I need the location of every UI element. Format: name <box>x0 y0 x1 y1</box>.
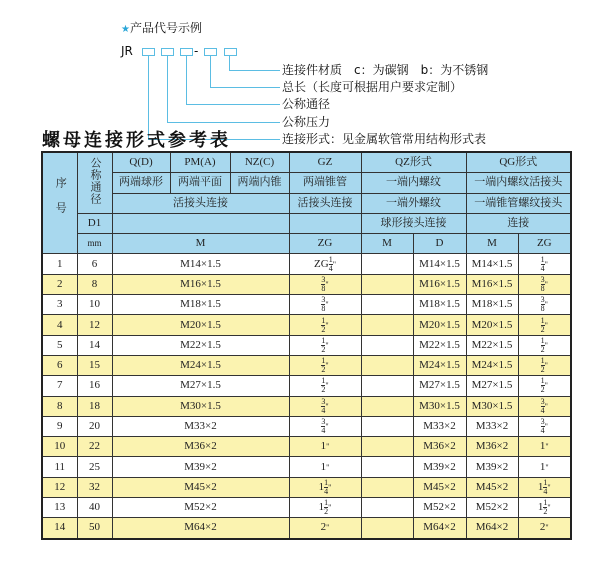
cell-qz-d: M22×1.5 <box>413 335 466 355</box>
cell-qz-d: M64×2 <box>413 518 466 539</box>
cell-seq: 1 <box>42 254 77 274</box>
cell-dn: 20 <box>77 416 112 436</box>
cell-qz-m <box>361 498 413 518</box>
numerator: 1 <box>543 477 548 487</box>
numerator: 3 <box>321 396 326 406</box>
inch-mark: " <box>325 361 329 371</box>
cell-qg-zg <box>518 498 571 518</box>
cell-seq: 9 <box>42 416 77 436</box>
cell-qg-zg <box>518 477 571 497</box>
blank <box>289 213 361 233</box>
table-row <box>42 274 571 294</box>
denominator: 2 <box>540 365 545 375</box>
cell-qz-d: M14×1.5 <box>413 254 466 274</box>
cell-qz-d: M24×1.5 <box>413 355 466 375</box>
cell-qz-m <box>361 416 413 436</box>
cell-m: M39×2 <box>112 457 289 477</box>
zg-whole: 2 <box>539 521 546 534</box>
cell-m: M14×1.5 <box>112 254 289 274</box>
denominator: 4 <box>328 263 333 273</box>
cell-qg-zg <box>518 254 571 274</box>
denominator: 2 <box>321 365 326 375</box>
inch-mark: " <box>545 462 549 472</box>
inch-mark: " <box>547 503 551 513</box>
cell-zg <box>289 518 361 539</box>
inch-mark: " <box>547 482 551 492</box>
header-dn <box>77 152 112 213</box>
denominator: 2 <box>324 507 329 517</box>
table-row <box>42 396 571 416</box>
cell-qz-d: M20×1.5 <box>413 315 466 335</box>
table-row <box>42 477 571 497</box>
cell-qz-d: M39×2 <box>413 457 466 477</box>
zg-whole: 1 <box>537 501 544 514</box>
cell-qz-m <box>361 295 413 315</box>
cell-qg-zg <box>518 295 571 315</box>
denominator: 8 <box>540 304 545 314</box>
cell-qz-d: M27×1.5 <box>413 376 466 396</box>
cell-qz-m <box>361 518 413 539</box>
cell-seq: 6 <box>42 355 77 375</box>
cell-zg <box>289 396 361 416</box>
cell-dn: 8 <box>77 274 112 294</box>
code-dash: - <box>194 44 199 58</box>
inch-mark: " <box>544 401 548 411</box>
denominator: 4 <box>324 486 329 496</box>
cell-seq: 14 <box>42 518 77 539</box>
zg-whole: 1 <box>537 480 544 493</box>
numerator: 1 <box>543 498 548 508</box>
header-seq <box>42 152 77 254</box>
inch-mark: " <box>544 320 548 330</box>
cell-qg-m: M16×1.5 <box>466 274 518 294</box>
cell-dn: 16 <box>77 376 112 396</box>
inch-mark: " <box>326 462 330 472</box>
code-box <box>161 48 174 56</box>
zg-whole: 1 <box>539 460 546 473</box>
cell-qz-m <box>361 437 413 457</box>
zg-whole: 1 <box>539 440 546 453</box>
desc: 连接 <box>466 213 571 233</box>
inch-mark: " <box>328 482 332 492</box>
desc: 一端外螺纹 <box>361 193 466 213</box>
denominator: 2 <box>543 507 548 517</box>
denominator: 4 <box>540 426 545 435</box>
cell-qz-m <box>361 376 413 396</box>
cell-qg-m: M45×2 <box>466 477 518 497</box>
numerator: 1 <box>324 477 329 487</box>
cell-qg-zg <box>518 396 571 416</box>
numerator: 3 <box>321 274 326 284</box>
desc: 活接头连接 <box>289 193 361 213</box>
desc: 两端锥管 <box>289 173 361 193</box>
cell-seq: 10 <box>42 437 77 457</box>
table-row <box>42 355 571 375</box>
cell-m: M27×1.5 <box>112 376 289 396</box>
cell-qg-zg <box>518 335 571 355</box>
inch-mark: " <box>325 401 329 411</box>
cell-dn: 10 <box>77 295 112 315</box>
cell-zg <box>289 437 361 457</box>
numerator: 1 <box>328 254 333 264</box>
inch-mark: " <box>544 340 548 350</box>
inch-mark: " <box>325 320 329 330</box>
cell-qz-d: M45×2 <box>413 477 466 497</box>
cell-qg-m: M36×2 <box>466 437 518 457</box>
table-row <box>42 254 571 274</box>
denominator: 4 <box>321 405 326 415</box>
cell-zg <box>289 416 361 436</box>
cell-qg-zg <box>518 376 571 396</box>
zg-whole: 1 <box>320 460 327 473</box>
numerator: 1 <box>540 254 545 264</box>
code-box <box>224 48 237 56</box>
cell-qg-m: M20×1.5 <box>466 315 518 335</box>
cell-m: M16×1.5 <box>112 274 289 294</box>
type-qg: QG形式 <box>466 152 571 173</box>
cell-dn: 40 <box>77 498 112 518</box>
col-zg: ZG <box>289 234 361 254</box>
cell-dn: 18 <box>77 396 112 416</box>
cell-qg-m: M33×2 <box>466 416 518 436</box>
cell-zg <box>289 457 361 477</box>
cell-zg <box>289 477 361 497</box>
dn-text: 公称通径 <box>89 157 101 206</box>
cell-seq: 2 <box>42 274 77 294</box>
cell-qz-m <box>361 457 413 477</box>
type-qz: QZ形式 <box>361 152 466 173</box>
inch-mark: " <box>332 259 336 269</box>
zg-whole: 1 <box>318 501 325 514</box>
cell-m: M18×1.5 <box>112 295 289 315</box>
header-mm: mm <box>77 234 112 254</box>
cell-m: M22×1.5 <box>112 335 289 355</box>
table-row <box>42 335 571 355</box>
denominator: 2 <box>321 324 326 334</box>
numerator: 1 <box>540 315 545 325</box>
inch-mark: " <box>544 259 548 269</box>
cell-m: M20×1.5 <box>112 315 289 335</box>
col-qz-m: M <box>361 234 413 254</box>
cell-seq: 7 <box>42 376 77 396</box>
denominator: 8 <box>321 283 326 293</box>
cell-zg <box>289 295 361 315</box>
blank <box>112 213 289 233</box>
cell-seq: 13 <box>42 498 77 518</box>
numerator: 1 <box>540 335 545 345</box>
denominator: 8 <box>540 283 545 293</box>
cell-zg <box>289 315 361 335</box>
numerator: 1 <box>321 335 326 345</box>
cell-qg-m: M24×1.5 <box>466 355 518 375</box>
desc: 一端内螺纹活接头 <box>466 173 571 193</box>
zg-whole: 1 <box>318 480 325 493</box>
denominator: 2 <box>540 324 545 334</box>
cell-dn: 32 <box>77 477 112 497</box>
nut-connection-table <box>41 151 572 540</box>
table-row <box>42 457 571 477</box>
inch-mark: " <box>325 381 329 391</box>
denominator: 4 <box>540 405 545 415</box>
zg-whole: 2 <box>320 521 327 534</box>
col-qz-d: D <box>413 234 466 254</box>
cell-dn: 50 <box>77 518 112 539</box>
inch-mark: " <box>544 300 548 310</box>
cell-zg <box>289 498 361 518</box>
cell-seq: 3 <box>42 295 77 315</box>
label-pressure: 公称压力 <box>282 115 331 129</box>
cell-qg-m: M27×1.5 <box>466 376 518 396</box>
cell-dn: 22 <box>77 437 112 457</box>
cell-qg-m: M39×2 <box>466 457 518 477</box>
numerator: 3 <box>540 274 545 284</box>
numerator: 1 <box>321 376 326 386</box>
cell-dn: 6 <box>77 254 112 274</box>
cell-qg-zg <box>518 518 571 539</box>
type-qd: Q(D) <box>112 152 170 173</box>
type-gz: GZ <box>289 152 361 173</box>
inch-mark: " <box>544 279 548 289</box>
code-box <box>180 48 193 56</box>
cell-qg-m: M52×2 <box>466 498 518 518</box>
inch-mark: " <box>544 422 548 432</box>
cell-zg <box>289 254 361 274</box>
inch-mark: " <box>325 340 329 350</box>
type-pm: PM(A) <box>170 152 230 173</box>
zg-whole: ZG <box>314 257 329 270</box>
cell-qg-m: M14×1.5 <box>466 254 518 274</box>
denominator: 2 <box>321 344 326 354</box>
table-row <box>42 376 571 396</box>
heading-text: 产品代号示例 <box>129 21 202 35</box>
cell-dn: 15 <box>77 355 112 375</box>
label-connection: 连接形式：见金属软管常用结构形式表 <box>282 132 487 146</box>
cell-qz-d: M30×1.5 <box>413 396 466 416</box>
inch-mark: " <box>325 422 329 432</box>
cell-qg-m: M64×2 <box>466 518 518 539</box>
desc: 一端内螺纹 <box>361 173 466 193</box>
desc: 两端平面 <box>170 173 230 193</box>
cell-qz-d: M36×2 <box>413 437 466 457</box>
cell-qz-m <box>361 274 413 294</box>
inch-mark: " <box>328 503 332 513</box>
table-row <box>42 416 571 436</box>
numerator: 1 <box>321 315 326 325</box>
cell-qz-d: M18×1.5 <box>413 295 466 315</box>
zg-whole: 1 <box>320 440 327 453</box>
numerator: 3 <box>540 417 545 426</box>
cell-seq: 11 <box>42 457 77 477</box>
cell-qg-zg <box>518 355 571 375</box>
col-qg-zg: ZG <box>518 234 571 254</box>
cell-m: M64×2 <box>112 518 289 539</box>
desc: 两端内锥 <box>230 173 289 193</box>
label-length: 总长（长度可根据用户要求定制） <box>282 80 463 94</box>
desc: 球形接头连接 <box>361 213 466 233</box>
cell-qz-m <box>361 254 413 274</box>
cell-qg-zg <box>518 457 571 477</box>
inch-mark: " <box>544 361 548 371</box>
cell-dn: 12 <box>77 315 112 335</box>
cell-qz-m <box>361 477 413 497</box>
inch-mark: " <box>545 442 549 452</box>
numerator: 1 <box>540 356 545 366</box>
cell-qz-d: M52×2 <box>413 498 466 518</box>
cell-dn: 25 <box>77 457 112 477</box>
col-qg-m: M <box>466 234 518 254</box>
star-icon: ★ <box>121 24 130 35</box>
desc: 活接头连接 <box>112 193 289 213</box>
denominator: 2 <box>540 385 545 395</box>
cell-zg <box>289 355 361 375</box>
denominator: 4 <box>540 263 545 273</box>
example-heading <box>121 19 202 36</box>
cell-qg-m: M22×1.5 <box>466 335 518 355</box>
type-nz: NZ(C) <box>230 152 289 173</box>
cell-qz-m <box>361 396 413 416</box>
table-row <box>42 518 571 539</box>
desc: 两端球形 <box>112 173 170 193</box>
denominator: 4 <box>543 486 548 496</box>
label-material: 连接件材质 c：为碳钢 b：为不锈钢 <box>282 63 489 77</box>
code-box <box>204 48 217 56</box>
table-row <box>42 315 571 335</box>
cell-qg-zg <box>518 315 571 335</box>
cell-dn: 14 <box>77 335 112 355</box>
cell-qz-m <box>361 355 413 375</box>
table-row <box>42 295 571 315</box>
label-diameter: 公称通径 <box>282 97 331 111</box>
cell-qz-d: M33×2 <box>413 416 466 436</box>
denominator: 4 <box>321 426 326 435</box>
numerator: 1 <box>321 356 326 366</box>
inch-mark: " <box>325 279 329 289</box>
cell-qg-zg <box>518 274 571 294</box>
cell-qz-m <box>361 335 413 355</box>
numerator: 3 <box>540 396 545 406</box>
cell-seq: 8 <box>42 396 77 416</box>
seq-text: 序号 <box>54 176 67 227</box>
denominator: 2 <box>321 385 326 395</box>
code-box <box>142 48 155 56</box>
header-d1: D1 <box>77 213 112 233</box>
cell-qg-m: M30×1.5 <box>466 396 518 416</box>
cell-qz-d: M16×1.5 <box>413 274 466 294</box>
cell-qg-m: M18×1.5 <box>466 295 518 315</box>
cell-seq: 12 <box>42 477 77 497</box>
numerator: 1 <box>540 376 545 386</box>
cell-seq: 4 <box>42 315 77 335</box>
cell-qg-zg <box>518 437 571 457</box>
numerator: 3 <box>321 295 326 305</box>
cell-m: M33×2 <box>112 416 289 436</box>
denominator: 2 <box>540 344 545 354</box>
table-title: 螺母连接形式参考表 <box>42 130 231 151</box>
numerator: 3 <box>540 295 545 305</box>
denominator: 8 <box>321 304 326 314</box>
cell-seq: 5 <box>42 335 77 355</box>
inch-mark: " <box>326 442 330 452</box>
cell-qz-m <box>361 315 413 335</box>
inch-mark: " <box>325 300 329 310</box>
table-row <box>42 498 571 518</box>
cell-m: M45×2 <box>112 477 289 497</box>
col-m: M <box>112 234 289 254</box>
cell-m: M24×1.5 <box>112 355 289 375</box>
inch-mark: " <box>326 523 330 533</box>
numerator: 3 <box>321 417 326 426</box>
code-prefix: JR <box>121 44 133 58</box>
cell-zg <box>289 376 361 396</box>
cell-m: M30×1.5 <box>112 396 289 416</box>
inch-mark: " <box>545 523 549 533</box>
cell-qg-zg <box>518 416 571 436</box>
cell-zg <box>289 335 361 355</box>
table-row <box>42 437 571 457</box>
cell-m: M36×2 <box>112 437 289 457</box>
cell-m: M52×2 <box>112 498 289 518</box>
inch-mark: " <box>544 381 548 391</box>
numerator: 1 <box>324 498 329 508</box>
cell-zg <box>289 274 361 294</box>
desc: 一端锥管螺纹接头 <box>466 193 571 213</box>
